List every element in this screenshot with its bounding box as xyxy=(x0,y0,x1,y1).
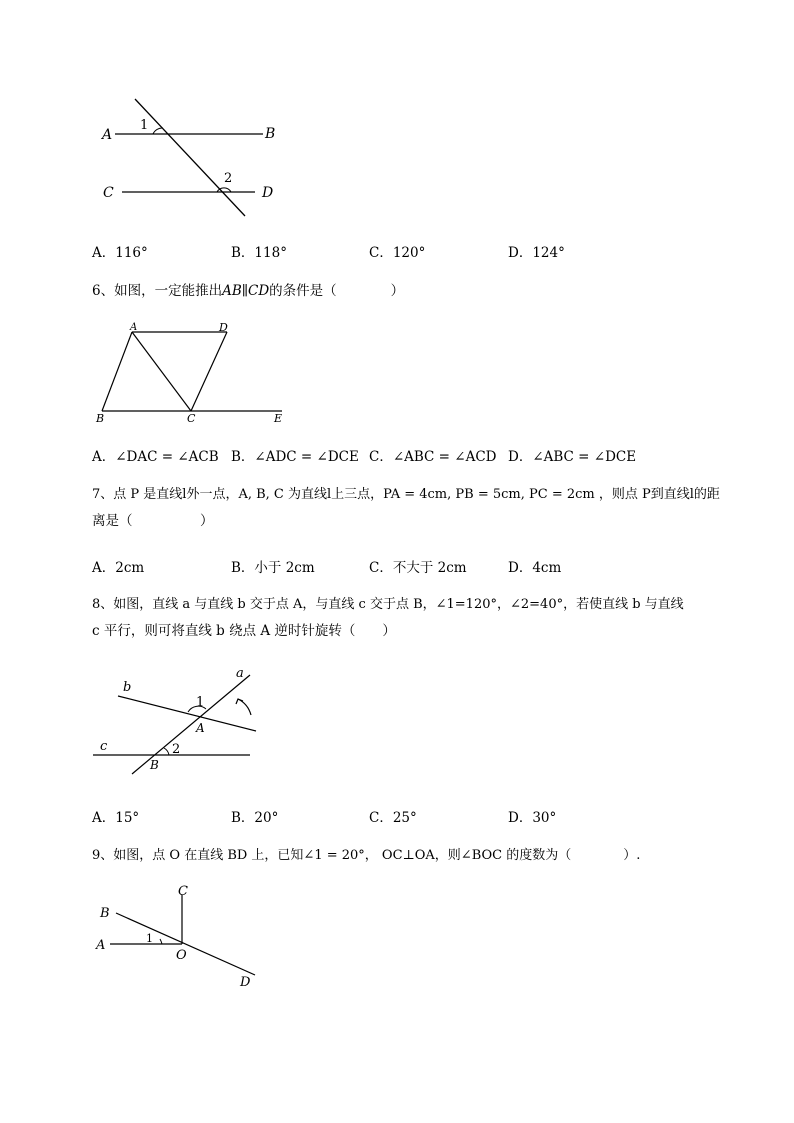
q8-option-c[interactable]: C．25° xyxy=(369,810,417,826)
label-d: D xyxy=(219,321,228,334)
label-a: A xyxy=(130,322,138,333)
q8-stem-line1: 8、如图，直线 a 与直线 b 交于点 A，与直线 c 交于点 B，∠1=120°，∠2=40°，若使直线 b 与直线 xyxy=(92,597,684,612)
angle1-label: 1 xyxy=(140,118,149,133)
label-c: C xyxy=(178,884,188,899)
angle2-arc xyxy=(164,748,169,755)
q7-stem-line1: 7、点 P 是直线l外一点，A, B, C 为直线l上三点，PA = 4cm, PB = 5cm, PC = 2cm ，则点 P到直线l的距 xyxy=(92,487,720,502)
label-e: E xyxy=(274,412,283,425)
q6-option-b[interactable]: B．∠ADC = ∠DCE xyxy=(231,449,359,465)
q6-option-c[interactable]: C．∠ABC = ∠ACD xyxy=(369,449,497,465)
q7-stem-line2: 离是（ ） xyxy=(92,513,214,529)
label-b: B xyxy=(265,126,276,142)
line-ab xyxy=(102,332,132,411)
q9-stem: 9、如图，点 O 在直线 BD 上，已知∠1 = 20°， OC⊥OA，则∠BOC 的度数为（ ）. xyxy=(92,848,641,863)
label-point-a: A xyxy=(196,721,205,735)
angle1-arc xyxy=(153,128,163,134)
label-b: B xyxy=(100,906,110,921)
label-point-b: B xyxy=(150,758,159,772)
line-dc xyxy=(191,332,227,411)
label-o: O xyxy=(176,948,187,963)
label-a-line: a xyxy=(236,666,244,681)
q6-math: AB∥CD xyxy=(222,283,270,299)
q8-figure xyxy=(88,662,268,777)
q8-stem-line2: c 平行，则可将直线 b 绕点 A 逆时针旋转（ ） xyxy=(92,623,396,639)
transversal xyxy=(135,99,245,216)
q5-option-c[interactable]: C．120° xyxy=(369,245,426,261)
q7-option-c[interactable]: C．不大于 2cm xyxy=(369,560,467,576)
label-b-line: b xyxy=(123,680,132,695)
q6-option-a[interactable]: A．∠DAC = ∠ACB xyxy=(92,449,219,465)
q7-option-d[interactable]: D．4cm xyxy=(508,560,562,576)
label-a: A xyxy=(102,127,113,143)
angle2-label: 2 xyxy=(172,742,181,757)
angle1-label: 1 xyxy=(146,932,153,945)
q9-figure xyxy=(90,882,270,992)
q6-figure xyxy=(92,318,292,428)
rotation-arrow xyxy=(238,699,251,715)
label-d: D xyxy=(262,185,274,201)
q6-stem xyxy=(92,281,404,301)
q5-option-b[interactable]: B．118° xyxy=(231,245,287,261)
label-c: C xyxy=(187,412,196,425)
q6-prefix: 6、如图，一定能推出 xyxy=(92,283,223,299)
q6-suffix: 的条件是（ ） xyxy=(269,283,405,299)
q6-option-d[interactable]: D．∠ABC = ∠DCE xyxy=(508,449,637,465)
q7-option-b[interactable]: B．小于 2cm xyxy=(231,560,315,576)
label-c-line: c xyxy=(100,739,108,754)
label-d: D xyxy=(240,975,251,990)
label-b: B xyxy=(96,412,105,425)
q8-option-b[interactable]: B．20° xyxy=(231,810,279,826)
q5-figure xyxy=(95,92,295,227)
q7-option-a[interactable]: A．2cm xyxy=(92,560,145,576)
q5-option-d[interactable]: D．124° xyxy=(508,245,565,261)
q8-option-a[interactable]: A．15° xyxy=(92,810,140,826)
line-ac xyxy=(132,332,191,411)
line-b xyxy=(118,696,256,731)
label-c: C xyxy=(103,185,114,201)
label-a: A xyxy=(96,938,106,953)
angle2-label: 2 xyxy=(224,171,233,186)
q8-option-d[interactable]: D．30° xyxy=(508,810,557,826)
q5-option-a[interactable]: A．116° xyxy=(92,245,148,261)
angle1-arc xyxy=(160,939,162,944)
angle1-label: 1 xyxy=(196,695,205,710)
